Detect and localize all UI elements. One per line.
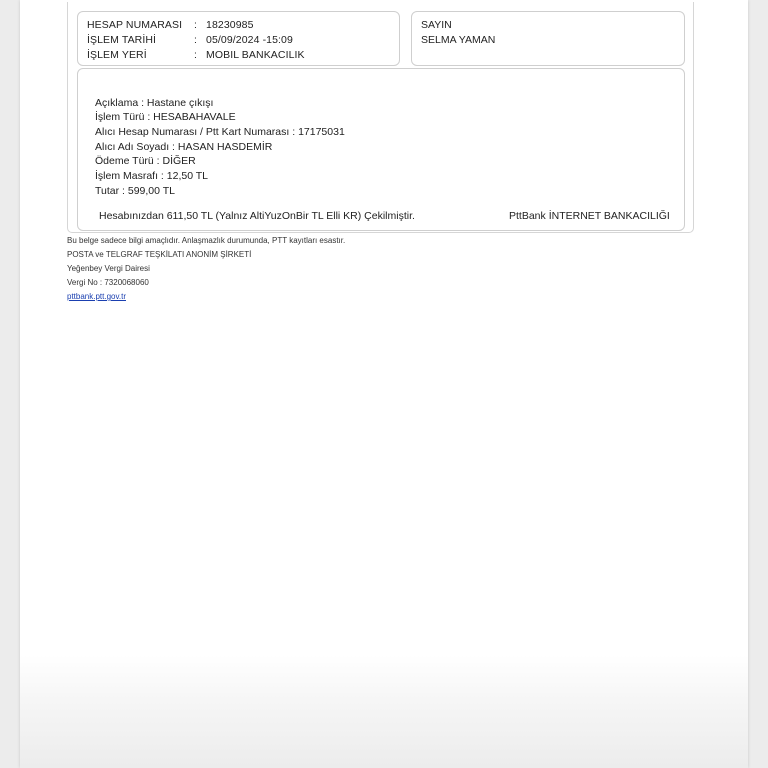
withdrawal-summary: Hesabınızdan 611,50 TL (Yalnız AltiYuzOnBir TL Elli KR) Çekilmiştir. (99, 210, 415, 222)
transaction-place-value: MOBIL BANKACILIK (206, 49, 305, 61)
separator: : (194, 19, 198, 31)
separator: : (194, 34, 198, 46)
disclaimer-text: Bu belge sadece bilgi amaçlıdır. Anlaşmazlık durumunda, PTT kayıtları esastır. (67, 236, 346, 245)
transaction-type-line: İşlem Türü : HESABAHAVALE (95, 111, 236, 123)
separator: : (194, 49, 198, 61)
account-number-label: HESAP NUMARASI (87, 19, 183, 31)
recipient-salutation: SAYIN (421, 19, 452, 31)
transaction-date-value: 05/09/2024 -15:09 (206, 34, 293, 46)
fee-line: İşlem Masrafı : 12,50 TL (95, 170, 209, 182)
transaction-date-row (87, 34, 293, 46)
recipient-name: SELMA YAMAN (421, 34, 496, 46)
payment-type-line: Ödeme Türü : DİĞER (95, 155, 196, 167)
transaction-date-label: İŞLEM TARİHİ (87, 34, 157, 46)
website-link[interactable]: pttbank.ptt.gov.tr (67, 292, 126, 301)
transaction-place-row (87, 49, 305, 61)
receiver-name-line: Alıcı Adı Soyadı : HASAN HASDEMİR (95, 141, 273, 153)
bank-channel-label: PttBank İNTERNET BANKACILIĞI (509, 210, 670, 222)
description-line: Açıklama : Hastane çıkışı (95, 97, 214, 109)
company-name: POSTA ve TELGRAF TEŞKİLATI ANONİM ŞİRKETİ (67, 250, 252, 259)
transaction-place-label: İŞLEM YERİ (87, 49, 147, 61)
account-number-value: 18230985 (206, 19, 254, 31)
receiver-account-line: Alıcı Hesap Numarası / Ptt Kart Numarası : 17175031 (95, 126, 345, 138)
amount-line: Tutar : 599,00 TL (95, 185, 175, 197)
tax-office: Yeğenbey Vergi Dairesi (67, 264, 150, 273)
account-number-row (87, 19, 254, 31)
tax-number: Vergi No : 7320068060 (67, 278, 149, 287)
